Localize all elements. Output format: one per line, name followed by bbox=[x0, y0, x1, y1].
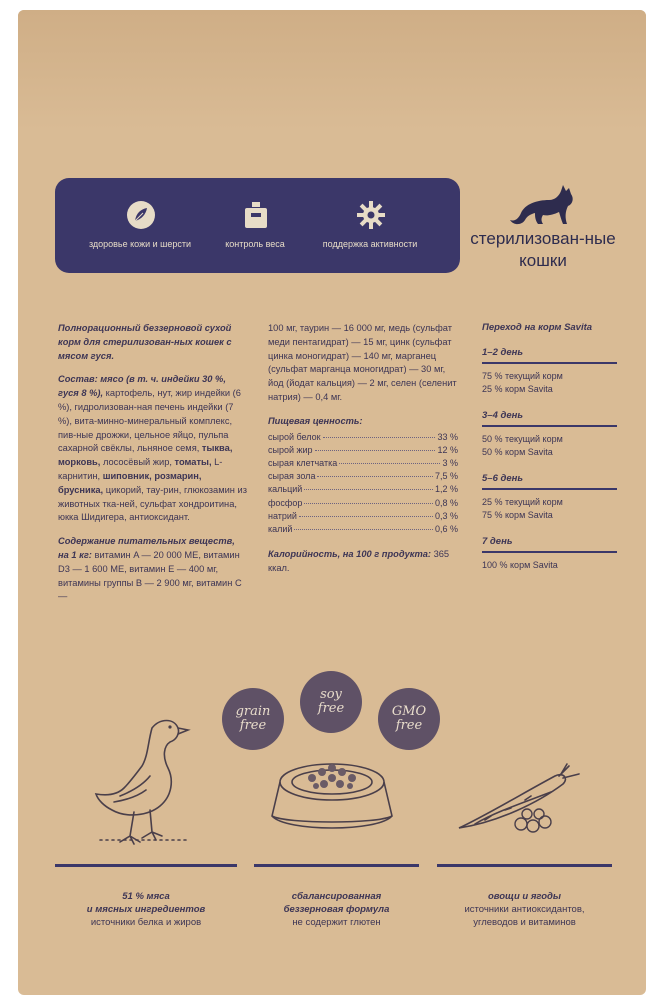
intro-text: Полнорационный беззерновой сухой корм для стерилизован-ных кошек с мясом гуся. bbox=[58, 323, 232, 361]
nutrition-row bbox=[268, 470, 458, 483]
composition-column bbox=[58, 322, 248, 614]
composition-part-3: цикорий, тау-рин, глюкозамин из животных тка-ней, сульфат хондроитина, юкка Шидигера, антиоксидант. bbox=[58, 484, 247, 523]
dot-leader bbox=[304, 489, 433, 490]
feature-subtitle-1: источники антиоксидантов, bbox=[464, 904, 585, 915]
day-divider bbox=[482, 362, 617, 364]
transition-days bbox=[482, 347, 617, 572]
feature-vegetables bbox=[437, 890, 612, 929]
divider-left bbox=[55, 864, 237, 867]
nutrient-value: 7,5 % bbox=[434, 471, 458, 482]
feature-title-1: сбалансированная bbox=[291, 891, 382, 902]
day-divider bbox=[482, 488, 617, 490]
nutrient-name: кальций bbox=[268, 484, 303, 495]
day-divider bbox=[482, 425, 617, 427]
day-label: 5–6 день bbox=[482, 473, 524, 484]
dot-leader bbox=[304, 503, 433, 504]
feature-title-2: беззерновая формула bbox=[283, 904, 390, 915]
badge-line-1: GMO bbox=[391, 704, 427, 719]
carrots-berries-illustration bbox=[455, 762, 585, 842]
calories-label: Калорийность, на 100 г продукта: bbox=[268, 549, 431, 560]
gmo-free-badge bbox=[378, 688, 440, 750]
feature-meat bbox=[55, 890, 237, 929]
composition-bold-3: шиповник, розмарин, брусника, bbox=[58, 470, 202, 495]
grain-free-badge bbox=[222, 688, 284, 750]
nutrition-row bbox=[268, 510, 458, 523]
nutrients-content bbox=[58, 535, 248, 604]
badge-line-1: soy bbox=[320, 687, 342, 702]
transition-day bbox=[482, 410, 617, 459]
day-ratio: 75 % текущий корм bbox=[482, 371, 563, 381]
weight-scale-icon bbox=[241, 200, 271, 230]
day-ratio: 75 % корм Savita bbox=[482, 510, 553, 520]
feature-title-2: и мясных ингредиентов bbox=[86, 904, 206, 915]
day-ratio: 100 % корм Savita bbox=[482, 560, 558, 570]
nutrition-row bbox=[268, 444, 458, 457]
nutrient-value: 0,3 % bbox=[434, 510, 458, 521]
cat-icon bbox=[505, 182, 579, 226]
transition-day bbox=[482, 347, 617, 396]
composition-bold-2: томаты, bbox=[174, 457, 212, 468]
minerals-text: 100 мг, таурин — 16 000 мг, медь (сульфат меди пентагидрат) — 15 мг, цинк (сульфат цинка моногидрат) — 140 мг, марганец (сульфат марганца моногидрат) — 30 мг, йод (йодат кальция) — 2 мг, селен (селенит натрия) — 0,4 мг. bbox=[268, 323, 457, 402]
nutrition-row bbox=[268, 523, 458, 536]
badge-line-2: free bbox=[317, 701, 345, 716]
feature-subtitle: не содержит глютен bbox=[292, 917, 381, 928]
nutrient-value: 1,2 % bbox=[434, 484, 458, 495]
nutrient-value: 0,8 % bbox=[434, 497, 458, 508]
nutrient-value: 12 % bbox=[437, 444, 458, 455]
nutrient-value: 33 % bbox=[437, 431, 458, 442]
goose-illustration bbox=[90, 712, 200, 852]
soy-free-badge bbox=[300, 671, 362, 733]
nutrition-row bbox=[268, 483, 458, 496]
nutrient-name: калий bbox=[268, 524, 293, 534]
badge-line-1: grain bbox=[235, 704, 271, 719]
nutrient-value: 0,6 % bbox=[434, 524, 458, 534]
gear-sun-icon bbox=[356, 200, 386, 230]
nutrients-heading: Содержание питательных веществ, на 1 кг: bbox=[58, 536, 235, 560]
day-label: 7 день bbox=[482, 536, 513, 547]
composition-heading: Состав: мясо (в т. ч. индейки 30 %, гуся 8 %), bbox=[58, 374, 226, 399]
feather-leaf-icon bbox=[126, 200, 156, 230]
day-divider bbox=[482, 551, 617, 553]
benefit-label: контроль веса bbox=[225, 239, 285, 249]
nutrient-name: сырой белок bbox=[268, 431, 321, 442]
day-label: 1–2 день bbox=[482, 347, 524, 358]
day-ratio: 25 % текущий корм bbox=[482, 497, 563, 507]
feature-subtitle-2: углеводов и витаминов bbox=[473, 917, 576, 928]
benefit-label: здоровье кожи и шерсти bbox=[88, 239, 192, 249]
nutrition-title: Пищевая ценность: bbox=[268, 415, 363, 426]
badge-line-2: free bbox=[395, 718, 423, 733]
composition-bold-1: тыква, морковь, bbox=[58, 443, 233, 468]
calories bbox=[268, 548, 458, 576]
dot-leader bbox=[339, 463, 440, 464]
nutrition-column bbox=[268, 322, 458, 586]
dot-leader bbox=[323, 437, 436, 438]
transition-column bbox=[482, 322, 617, 572]
feature-subtitle: источники белка и жиров bbox=[90, 917, 202, 928]
composition-body: картофель, нут, жир индейки (6 %), гидролизован-ная печень индейки (7 %), вита-минно-минеральный комплекс, пив-ные дрожжи, цельное яйцо, пульпа сахарной свёклы, льняное семя, bbox=[58, 388, 241, 454]
transition-day bbox=[482, 536, 617, 572]
nutrition-table bbox=[268, 431, 458, 537]
divider-right bbox=[437, 864, 612, 867]
package-top-shade bbox=[18, 10, 646, 130]
transition-day bbox=[482, 473, 617, 522]
food-bowl-illustration bbox=[266, 752, 398, 842]
nutrition-row bbox=[268, 497, 458, 510]
day-ratio: 50 % текущий корм bbox=[482, 434, 563, 444]
transition-title: Переход на корм Savita bbox=[482, 322, 593, 333]
dot-leader bbox=[299, 516, 433, 517]
feature-formula bbox=[254, 890, 419, 929]
divider-center bbox=[254, 864, 419, 867]
nutrients-body: витамин A — 20 000 МЕ, витамин D3 — 1 600 МЕ, витамин E — 400 мг, витамины группы B — 2 900 мг, витамин C — bbox=[58, 549, 242, 602]
day-ratio: 25 % корм Savita bbox=[482, 384, 553, 394]
feature-title-1: овощи и ягоды bbox=[487, 891, 562, 902]
calories-value: 365 ккал. bbox=[268, 549, 450, 573]
nutrient-name: сырой жир bbox=[268, 444, 313, 455]
day-label: 3–4 день bbox=[482, 410, 524, 421]
composition-text bbox=[58, 373, 248, 525]
day-ratio: 50 % корм Savita bbox=[482, 447, 553, 457]
nutrition-row bbox=[268, 431, 458, 444]
nutrient-name: сырая клетчатка bbox=[268, 457, 338, 468]
benefits-banner bbox=[55, 178, 460, 273]
dot-leader bbox=[315, 450, 436, 451]
nutrient-name: сырая зола bbox=[268, 471, 316, 482]
category-title: стерилизован-ные кошки bbox=[470, 229, 616, 270]
dot-leader bbox=[294, 529, 433, 530]
benefit-label: поддержка активности bbox=[322, 239, 418, 249]
nutrition-row bbox=[268, 457, 458, 470]
nutrient-name: натрий bbox=[268, 510, 297, 521]
feature-title-1: 51 % мяса bbox=[122, 891, 170, 902]
composition-part-2: L-карнитин, bbox=[58, 457, 223, 481]
nutrient-name: фосфор bbox=[268, 497, 303, 508]
composition-part-1: лососёвый жир, bbox=[102, 457, 172, 468]
nutrient-value: 3 % bbox=[442, 457, 458, 468]
dot-leader bbox=[317, 476, 433, 477]
badge-line-2: free bbox=[239, 718, 267, 733]
